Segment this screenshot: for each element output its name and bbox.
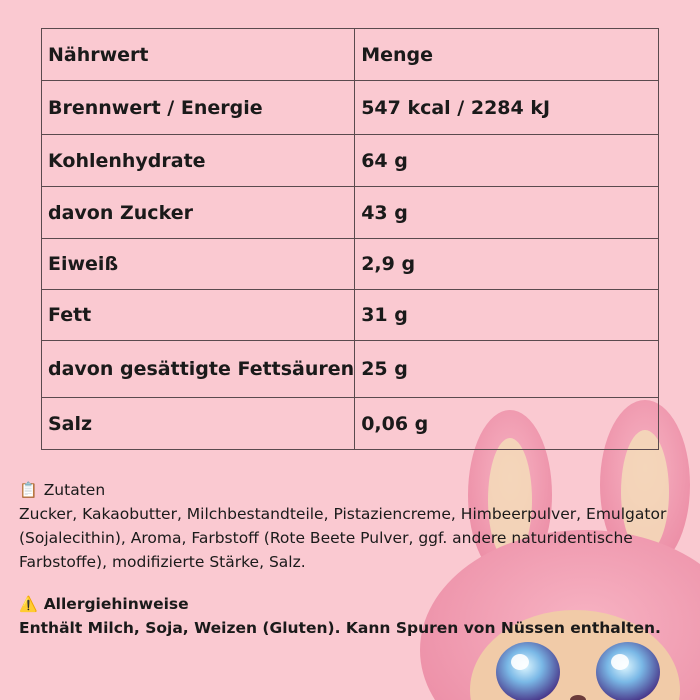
table-row [42, 341, 659, 398]
row-label: davon gesättigte Fettsäuren [42, 341, 355, 398]
ingredients-heading [19, 478, 689, 502]
row-label: Eiweiß [42, 239, 355, 290]
row-label: Kohlenhydrate [42, 135, 355, 187]
row-value: 31 g [355, 290, 659, 341]
mascot-left-eye [496, 642, 560, 700]
row-value: 64 g [355, 135, 659, 187]
warning-icon: ⚠️ [19, 595, 38, 613]
product-notes [19, 478, 689, 640]
allergy-title: Allergiehinweise [43, 595, 189, 613]
row-value: 0,06 g [355, 398, 659, 450]
row-value: 547 kcal / 2284 kJ [355, 81, 659, 135]
row-value: 43 g [355, 187, 659, 239]
ingredients-text: Zucker, Kakaobutter, Milchbestandteile, Pistaziencreme, Himbeerpulver, Emulgator (Sojalecithin), Aroma, Farbstoff (Rote Beete Pulver, ggf. andere naturidentische Farbstoffe), modifizierte Stärke, Salz. [19, 505, 667, 571]
table-row [42, 398, 659, 450]
ingredients-section [19, 478, 689, 574]
row-label: davon Zucker [42, 187, 355, 239]
table-row [42, 187, 659, 239]
row-value: 25 g [355, 341, 659, 398]
row-label: Fett [42, 290, 355, 341]
nutrition-table [41, 28, 659, 450]
table-row [42, 135, 659, 187]
table-header-row [42, 29, 659, 81]
row-value: 2,9 g [355, 239, 659, 290]
table-row [42, 239, 659, 290]
header-naehrwert: Nährwert [42, 29, 355, 81]
table-row [42, 81, 659, 135]
clipboard-icon: 📋 [19, 481, 38, 499]
row-label: Salz [42, 398, 355, 450]
mascot-right-eye [596, 642, 660, 700]
table-row [42, 290, 659, 341]
allergy-section [19, 592, 689, 640]
allergy-heading [19, 592, 689, 616]
ingredients-title: Zutaten [43, 481, 106, 499]
allergy-text: Enthält Milch, Soja, Weizen (Gluten). Kann Spuren von Nüssen enthalten. [19, 619, 661, 637]
row-label: Brennwert / Energie [42, 81, 355, 135]
header-menge: Menge [355, 29, 659, 81]
